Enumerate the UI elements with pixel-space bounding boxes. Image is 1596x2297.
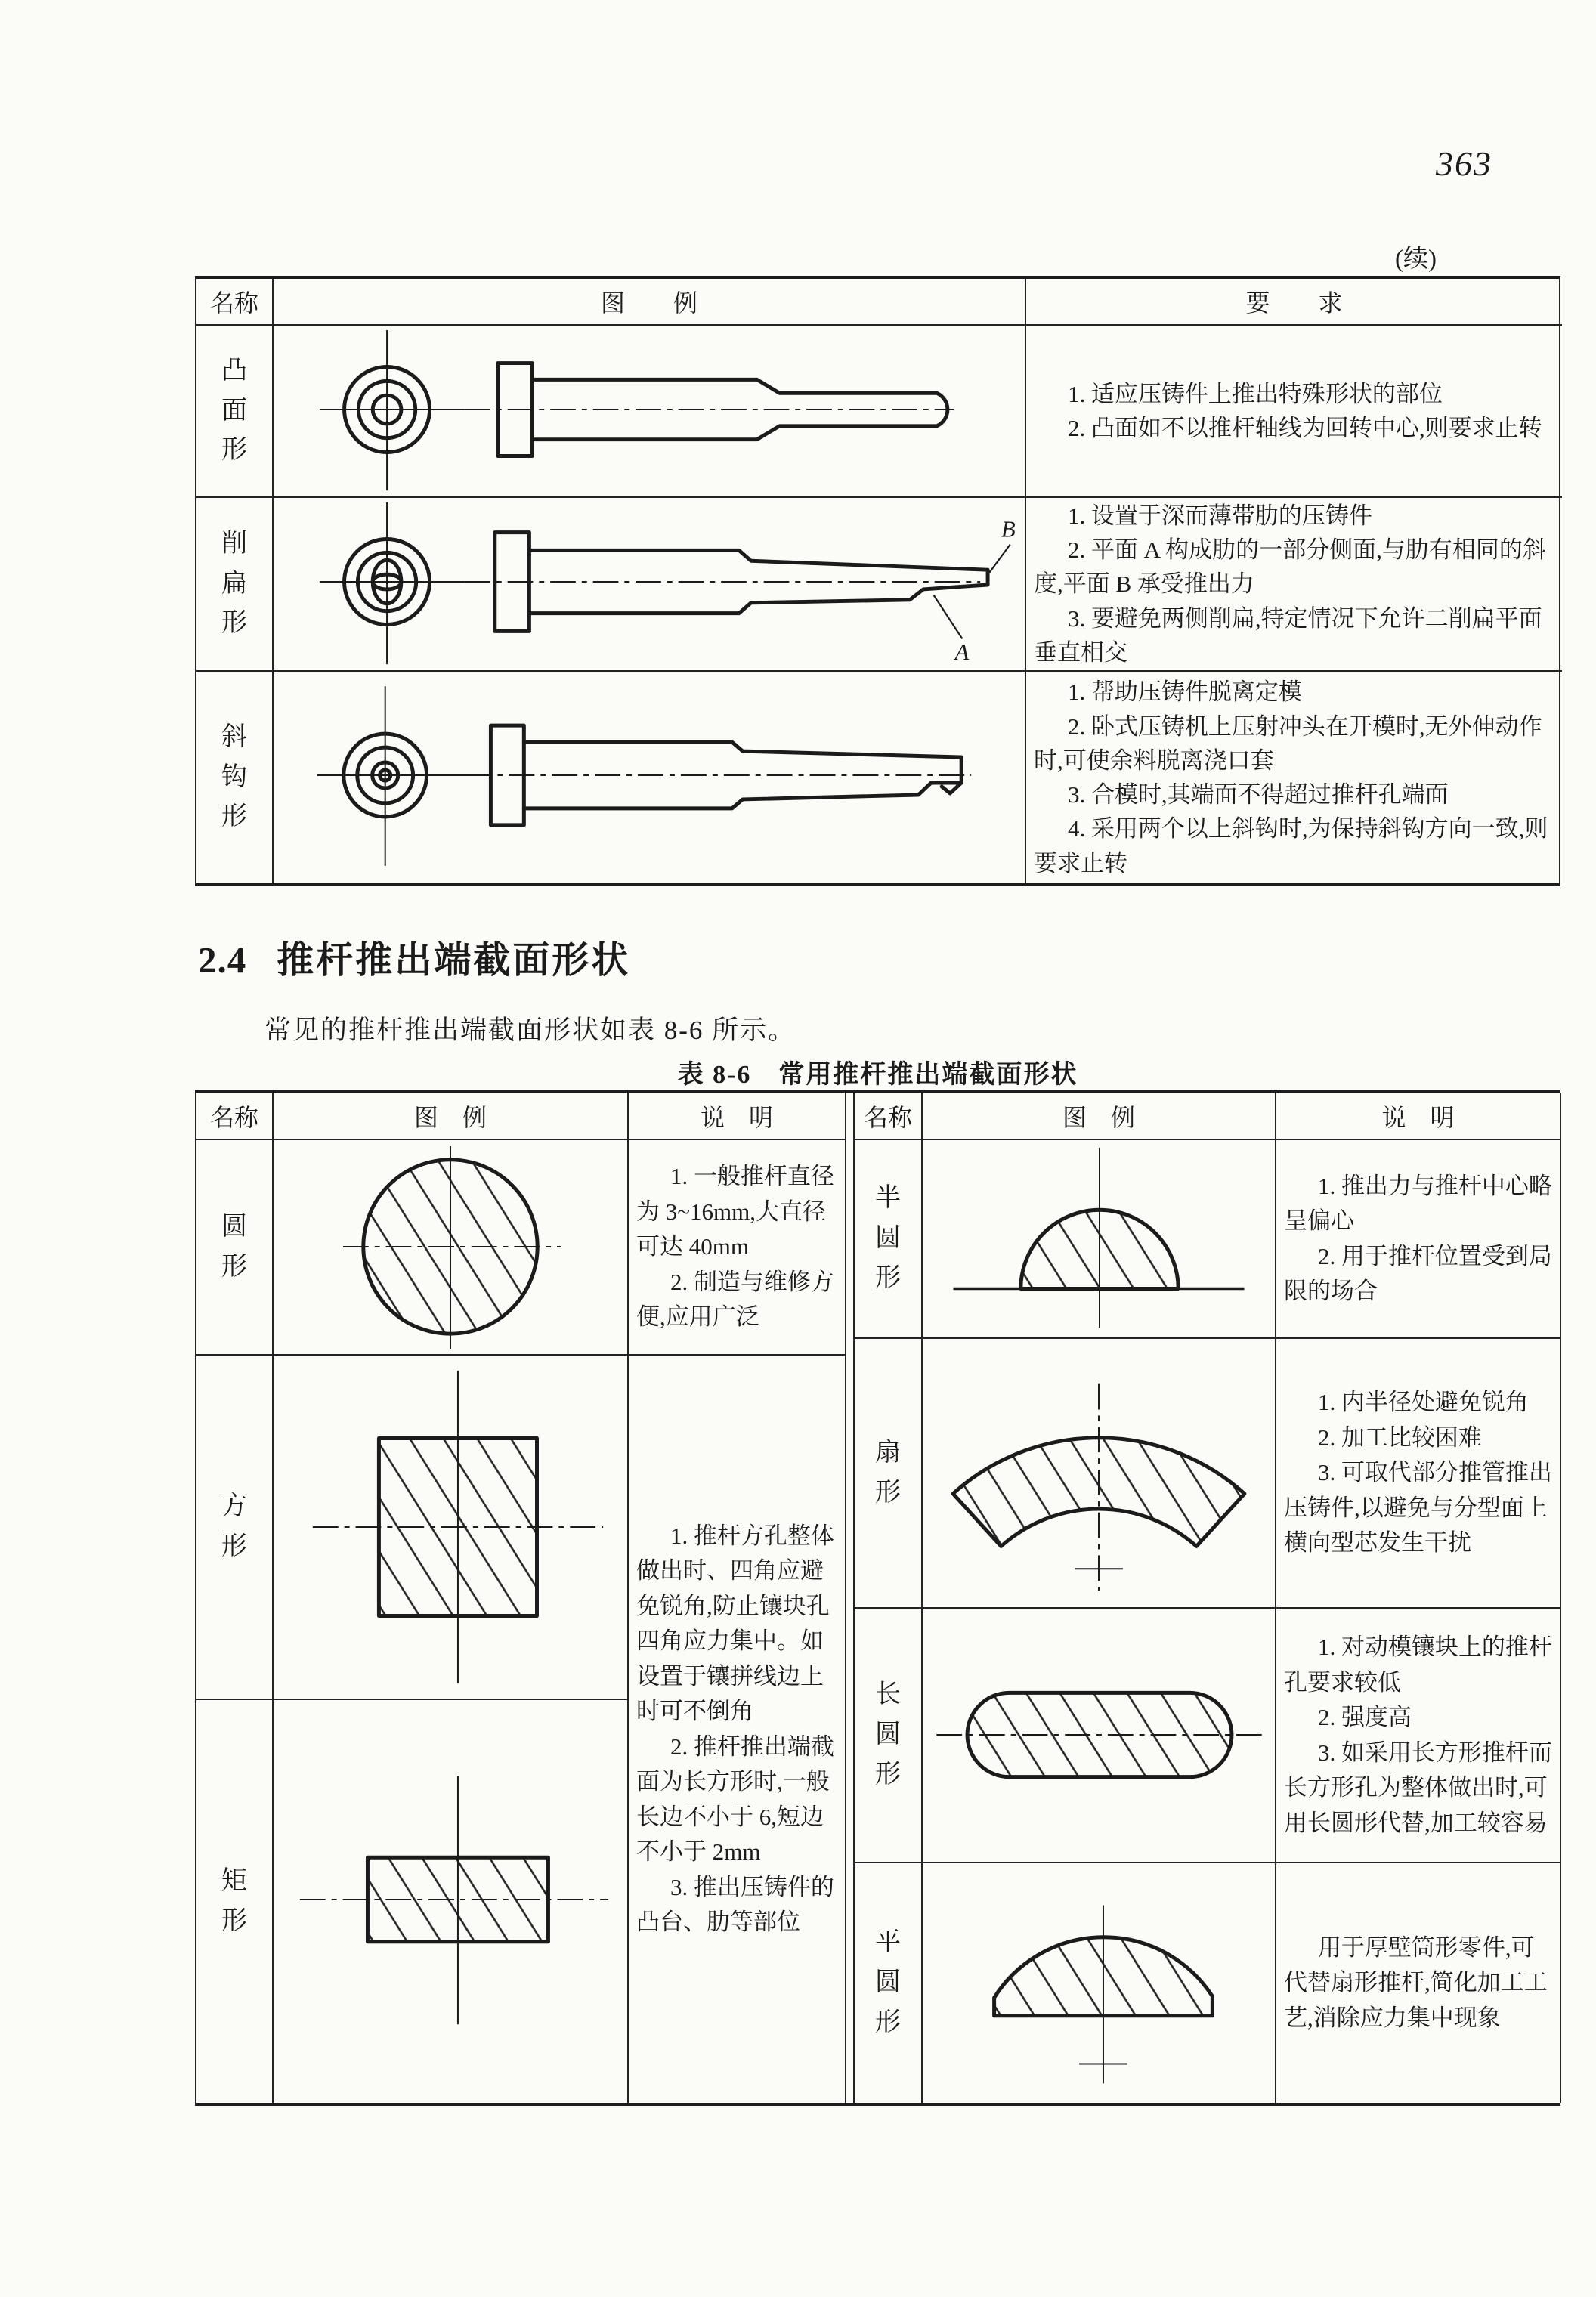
table2-left-header-note: 说 明 <box>629 1093 845 1140</box>
table1-row-hook-requirements <box>1026 672 1562 883</box>
pin-end-section-shapes-table <box>195 1090 1560 2106</box>
table2-row-flat-round-name-cell <box>855 1863 923 2103</box>
table1-row-hook-name-cell <box>196 672 274 883</box>
table1-row-convex-figure-cell <box>274 326 1026 498</box>
table2-row-sector-notes <box>1276 1339 1560 1609</box>
fan-sector-section-drawing <box>923 1339 1275 1607</box>
table2-row-square-name-cell <box>196 1356 274 1700</box>
note-item: 1. 对动模镶块上的推杆孔要求较低 <box>1284 1634 1552 1696</box>
section-intro-paragraph: 常见的推杆推出端截面形状如表 8-6 所示。 <box>264 1016 796 1045</box>
note-item: 1. 推出力与推杆中心略呈偏心 <box>1284 1172 1552 1234</box>
row-label: 矩形 <box>221 1866 247 1935</box>
table2-row-oblong-name-cell <box>855 1609 923 1863</box>
requirement-item: 1. 适应压铸件上推出特殊形状的部位 <box>1067 380 1443 407</box>
note-item: 用于厚壁筒形零件,可代替扇形推杆,简化加工工艺,消除应力集中现象 <box>1284 1934 1548 2031</box>
table2-row-flat-round-figure-cell <box>923 1863 1276 2103</box>
note-item: 1. 一般推杆直径为 3~16mm,大直径可达 40mm <box>636 1163 834 1260</box>
table-8-6-caption: 表 8-6 常用推杆推出端截面形状 <box>677 1061 1078 1089</box>
requirement-item: 4. 采用两个以上斜钩时,为保持斜钩方向一致,则要求止转 <box>1034 815 1548 876</box>
table2-left-half <box>195 1093 846 2103</box>
ejector-pin-types-table <box>195 276 1560 886</box>
table2-right-header-note: 说 明 <box>1276 1093 1560 1140</box>
table1-row-flattened-name-cell <box>196 498 274 672</box>
table1-row-convex-name-cell <box>196 326 274 498</box>
note-item: 2. 推杆推出端截面为长方形时,一般长边不小于 6,短边不小于 2mm <box>636 1733 834 1865</box>
plane-a-label: A <box>954 639 970 666</box>
note-item: 2. 用于推杆位置受到局限的场合 <box>1284 1242 1552 1304</box>
note-item: 3. 如采用长方形推杆而长方形孔为整体做出时,可用长圆形代替,加工较容易 <box>1284 1739 1552 1836</box>
table2-right-half <box>853 1093 1561 2103</box>
page-number: 363 <box>1436 144 1492 183</box>
row-label: 平圆形 <box>875 1928 901 2036</box>
angled-hook-pin-drawing <box>274 672 1025 883</box>
table2-left-header-name: 名称 <box>196 1093 274 1140</box>
row-label: 方形 <box>221 1492 247 1560</box>
section-heading <box>198 931 630 984</box>
table1-row-hook-figure-cell <box>274 672 1026 883</box>
flattened-pin-drawing <box>274 498 1025 670</box>
table1-row-flattened-figure-cell <box>274 498 1026 672</box>
table2-row-rectangle-name-cell <box>196 1700 274 2103</box>
note-item: 3. 推出压铸件的凸台、肋等部位 <box>636 1873 834 1935</box>
note-item: 2. 强度高 <box>1317 1704 1412 1730</box>
table2-row-sector-name-cell <box>855 1339 923 1609</box>
table1-row-flattened-requirements <box>1026 498 1562 672</box>
oblong-section-drawing <box>923 1609 1275 1862</box>
table2-row-round-figure-cell <box>274 1140 629 1356</box>
convex-face-pin-drawing <box>274 326 1025 496</box>
row-label: 凸面形 <box>221 356 247 465</box>
note-item: 1. 内半径处避免锐角 <box>1317 1389 1529 1416</box>
semicircle-section-drawing <box>923 1140 1275 1337</box>
row-label: 长圆形 <box>875 1680 901 1788</box>
row-label: 半圆形 <box>875 1184 901 1292</box>
table2-row-oblong-figure-cell <box>923 1609 1276 1863</box>
table2-row-square-figure-cell <box>274 1356 629 1700</box>
table2-row-oblong-notes <box>1276 1609 1560 1863</box>
table2-row-rectangle-figure-cell <box>274 1700 629 2103</box>
row-label: 削扁形 <box>221 529 247 638</box>
note-item: 2. 制造与维修方便,应用广泛 <box>636 1268 834 1331</box>
table2-row-semicircle-name-cell <box>855 1140 923 1339</box>
requirement-item: 3. 合模时,其端面不得超过推杆孔端面 <box>1067 781 1449 808</box>
table2-right-header-name: 名称 <box>855 1093 923 1140</box>
table2-square-rect-shared-notes <box>629 1356 845 2103</box>
row-label: 圆形 <box>221 1212 247 1281</box>
note-item: 2. 加工比较困难 <box>1317 1424 1482 1451</box>
plane-b-label: B <box>1001 516 1016 543</box>
table1-row-convex-requirements <box>1026 326 1562 498</box>
table2-row-round-name-cell <box>196 1140 274 1356</box>
table-continued-marker: (续) <box>1395 246 1437 273</box>
note-item: 3. 可取代部分推管推出压铸件,以避免与分型面上横向型芯发生干扰 <box>1284 1459 1552 1557</box>
table2-row-flat-round-notes <box>1276 1863 1560 2103</box>
requirement-item: 1. 设置于深而薄带肋的压铸件 <box>1067 502 1372 529</box>
requirement-item: 2. 卧式压铸机上压射冲头在开模时,无外伸动作时,可使余料脱离浇口套 <box>1034 713 1542 774</box>
table1-header-name: 名称 <box>196 279 274 326</box>
table1-header-requirement: 要 求 <box>1026 279 1562 326</box>
table2-row-semicircle-notes <box>1276 1140 1560 1339</box>
square-section-drawing <box>274 1356 627 1699</box>
flat-round-section-drawing <box>923 1863 1275 2103</box>
rectangle-section-drawing <box>274 1700 627 2103</box>
requirement-item: 2. 凸面如不以推杆轴线为回转中心,则要求止转 <box>1067 415 1542 441</box>
note-item: 1. 推杆方孔整体做出时、四角应避免锐角,防止镶块孔四角应力集中。如设置于镶拼线边上时可不倒角 <box>636 1522 834 1724</box>
table2-row-round-notes <box>629 1140 845 1356</box>
table2-row-semicircle-figure-cell <box>923 1140 1276 1339</box>
requirement-item: 2. 平面 A 构成肋的一部分侧面,与肋有相同的斜度,平面 B 承受推出力 <box>1034 536 1546 598</box>
table2-row-sector-figure-cell <box>923 1339 1276 1609</box>
row-label: 扇形 <box>875 1438 901 1507</box>
section-title: 推杆推出端截面形状 <box>277 939 631 981</box>
row-label: 斜钩形 <box>221 722 247 831</box>
table1-header-example: 图 例 <box>274 279 1026 326</box>
table2-left-header-example: 图 例 <box>274 1093 629 1140</box>
table2-right-header-example: 图 例 <box>923 1093 1276 1140</box>
requirement-item: 1. 帮助压铸件脱离定模 <box>1067 679 1302 706</box>
section-number: 2.4 <box>198 939 247 981</box>
requirement-item: 3. 要避免两侧削扁,特定情况下允许二削扁平面垂直相交 <box>1034 604 1542 666</box>
round-section-drawing <box>274 1140 627 1354</box>
